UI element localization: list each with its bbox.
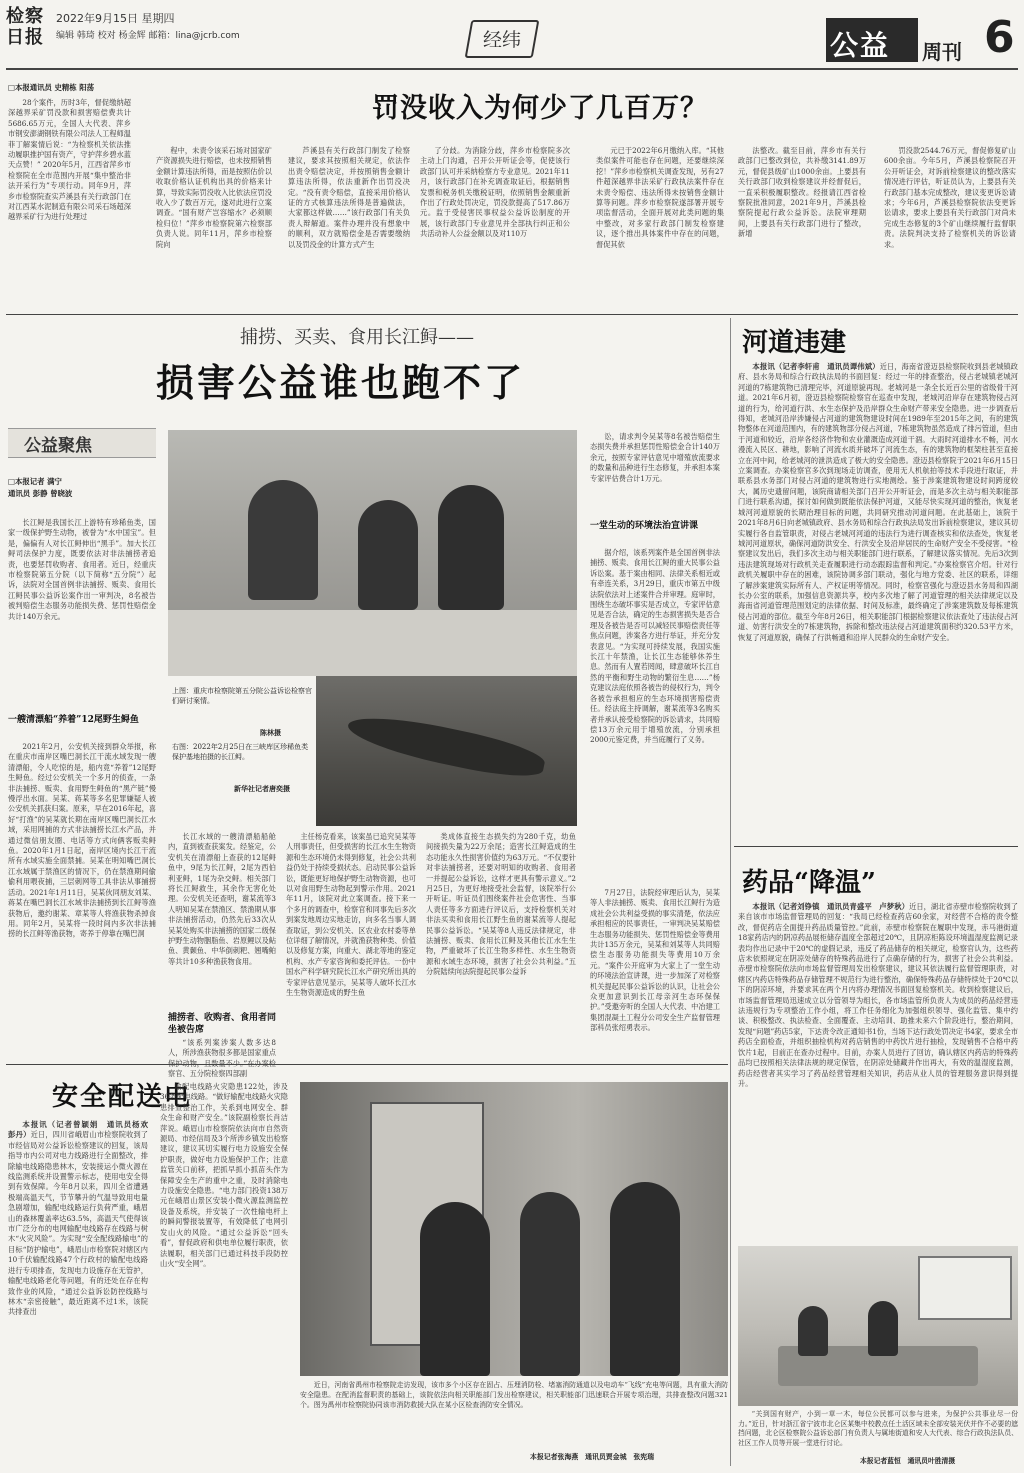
- article2-col7: 7月27日，法院经审理后认为，吴某等人非法捕捞、贩卖、食用长江鲟行为造成社会公共利益受损的事实清楚，依法应承担相应的民事责任，一审判决吴某赔偿生态服务功能损失、惩罚性赔偿金等费用共计135万余元，吴某和刘某等人共同赔偿生态服务功能损失等费用10万余元。“案件公开庭审为大家上了一堂生动的环境法治宣讲课，进一步加深了对检察机关提起民事公益诉讼的认识，让社会公众更加意识到长江母亲河生态环保保护。”受邀旁听的全国人大代表、中冶建工集团混凝土工程分公司安全生产监督管理部科员张绍勇表示。: [590, 888, 720, 1033]
- article4-body: 本报讯（记者刘铮镇 通讯员青盛平 卢梦秋）近日，湖北省赤壁市检察院收到了来自该市市场监督管理局的回复：“我局已经检查药店60余家，对经营不合格的责令整改，督促药店全面提升药品质量管控。”此前，赤壁市检察院在履职中发现，赤马港街道18家药店内的阴凉药品展柜储存温度全部超过20℃，且阴凉柜陈设环境温湿度监测记录表均作出记录中于20℃的虚假记录，违反了药品储存的相关规定，检察官认为，这些药店未依照规定在阴凉处储存的特殊药品进行了点确存储的行为，损害了社会公共利益。赤壁市检察院依法向市场监督管理局发出检察建议，建议其依法履行监督管理职责，对辖区内药店特殊药品存储管理不规范行为进行整治，确保特殊药品存储特续处于20℃以下的阴凉环境，并要求其在两个月内将办理情况书面回复检察机关。收到检察建议后，市场监督管理局迅速成立以分管领导为组长，各市场监管所负责人为成员的药品经营违法违规行为专项整治工作小组，将工作任务细化为加强组织领导、强化监管、集中约谈、积极整改、执法检查、全面覆查、主动培训、助推未来六个阶段进行，整治期间，发现“问题”药店5家，下达责令改正通知书1份，当场下达行政处罚决定书4家，要求全市药店全面检查，并组织抽检机构对药店销售的中药饮片进行抽检，发现销售不合格中药饮片1起，目前正在查办过程中。目前，办案人员进行了回访，确认辖区内药店的特殊药品均已按照相关法律法规的规定保管，在阴凉处储藏并作出再大，有效的温湿度监测，药店经营者其实学习了药品经营管理相关知识，药店从业人员的管理服务意识得到提升。: [738, 902, 1018, 1088]
- article2-col4: 主任杨克看来，该案虽已追究吴某等人刑事责任，但受损害的长江水生生物资源和生态环境仍未得到修复，社会公共利益仍处于持续受损状态。启动民事公益诉讼，既能更好地保护野生动物资源，也可以对食用野生动物起到警示作用。2021年11月，该院对此立案调查。接下来一个多月的调查中，检察官和同事先后多次到案发地周边实地走访，向多名当事人调查取证，到公安机关、区农业农村委等单位详细了解情况，并就渔获物种类、价值以及修复方案，向重大、湖北等地的鉴定机构、水产专家咨询和委托评估。一份中国水产科学研究院长江水产研究所出具的专家评估意见显示，吴某等人破坏长江水生生物资源造成的野生鱼: [286, 832, 416, 998]
- section-tag-mid: 经纬: [482, 29, 521, 51]
- article5-title: 安全配送电: [52, 1082, 193, 1112]
- article2-col5: 类成体直接生态损失约为280千克，幼鱼间接损失量为22万余尾；造害长江鲟造成的生态功能永久性损害价值约为63万元。“不仅要针对非法捕捞者，还要对明知的收购者、食用者一并提起公益诉讼，这样才更具有警示意义。”2月25日，为更好地接受社会监督，该院举行公开听证。听证员们围绕案件社会危害性、当事人责任等多方面进行评议后，支持检察机关对非法买卖和食用长江野生鱼的谢某流等人提起民事公益诉讼。“吴某等8人违反法律规定，非法捕捞、贩卖、食用长江鲟及其他长江水生生物，严重破坏了长江生物多样性、水生生物资源和水域生态环境，损害了社会公共利益。”五分院陆续向法院提起民事公益诉: [426, 832, 576, 977]
- sturgeon-photo: [316, 676, 577, 826]
- article2-col6b: 据介绍，该系列案件是全国首例非法捕捞、贩卖、食用长江鲟的重大民事公益诉讼案。基于案由相同、法律关系相近或有牵连关系，3月29日，重庆市第五中级法院依法对上述案件合并审理。庭审时，围绕生态破坏事实是否成立，专家评估意见是否合法，确定的生态损害损失是否合理及各被告是否可以减轻民事赔偿责任等焦点问题，涉案各方进行举证，并充分发表意见。“为实现可持续发展，我国实施长江十年禁渔，让长江生态能够休养生息。然而有人置若罔闻，肆意破坏长江自然的平衡和野生动物的繁衍生息……”杨克建议法庭依照各被告的侵权行为，判令各被告承担相应的生态环境损害赔偿责任。经法庭主持调解，谢某流等3名购买者并承认接受检察院的诉讼请求，共同赔偿13万余元用于增殖放流，分别承担2000元鉴定费，并当庭履行了义务。: [590, 548, 720, 745]
- article5-caption: 近日，河南省禹州市检察院走访发现，该市多个小区存在固占、压埋消防栓、堵塞消防通道以及电动车“飞线”充电等问题，具有重大消防安全隐患。在配消监督职责的基础上，该院依法向相关职能部门发出检察建议，相关职能部门迅速联合开展专项治理，共排查整改问题321个。图为禹州市检察院协同该市消防救援大队在某小区检查消防安全情况。: [300, 1381, 728, 1409]
- person-silhouette: [358, 500, 418, 610]
- editors-line: 编辑 韩琦 校对 杨金辉 邮箱：lina@jcrb.com: [56, 31, 240, 41]
- article3-bottom-rule: [734, 846, 1018, 847]
- article2-kicker: 捕捞、买卖、食用长江鲟——: [240, 327, 474, 348]
- article3-title: 河道违建: [742, 328, 847, 358]
- article2-col3b: “该系列案涉案人数多达8人，所涉渔获物很多都是国家重点 察官、五分院检察四部副: [168, 1038, 276, 1079]
- person-silhouette: [798, 1306, 828, 1356]
- article1-col7: 罚没款2544.76万元，督促修复矿山600余亩。今年5月，芦溪县检察院召开公开听证会，对诉前检察建议的整改落实情况进行评估，听证员认为，上要县有关行政部门基本完成整改，建议变更诉讼请求；今年6月，芦溪县检察院依法变更诉讼请求，要求上要县有关行政部门对尚未完成生态修复的3个矿山继续履行监督职责。法院判决支持了检察机关的诉讼请求。: [884, 146, 1016, 249]
- desk-shape: [168, 610, 577, 676]
- article1-col3: 芦溪县有关行政部门制发了检察建议，要求其按照相关规定，依法作出责令赔偿决定，并按照销售金额计算违法所得，依法重新作出罚没决定。“没有责令赔偿，直接采用价格认证的方式核算违法所得是普遍做法，大家都这样做……”该行政部门有关负责人辩解道。案件办理并没有想象中的顺利，双方就赔偿金是否需要缴纳以及罚没金的计算方式产生: [288, 146, 410, 249]
- article5-col2: 输配电线路火灾隐患122处，涉及36条配电线路。“做好输配电线路火灾隐患排查整治工作，关系到电网安全、群众生命和财产安全。”该院副检察长肖洁萍说。峨眉山市检察院依法向市自然资源局、市经信局及3个所涉乡镇发出检察建议，建议其切实履行电力设施安全保护职责，做好电力设施保护工作；注意监管关口前移，把抓早抓小抓苗头作为保障安全生产的重中之重，及时消除电力设施安全隐患。“电力部门投资138万元在峨眉山景区安装小微火源监测监控设备及系统，并安装了一次性输电杆上的瞬间警报装置等，有效降低了电网引发山火的风险。“通过公益诉讼“回头看”，督促政府和供电单位履行职责，依法履职，相关部门已通过科技手段防控山火“安全网”。: [160, 1082, 288, 1268]
- person-silhouette: [520, 1192, 580, 1376]
- person-silhouette: [868, 1301, 898, 1356]
- newspaper-logo: 检察日报: [6, 6, 44, 48]
- masthead: [0, 0, 1024, 78]
- article5-credit: 本报记者张海燕 通讯员贾金城 张宪瑞: [530, 1453, 655, 1461]
- article2-subhead-1: 一艘清漂船“养着”12尾野生鲟鱼: [8, 715, 139, 725]
- weekly-label: 周刊: [922, 40, 962, 64]
- article1-col5: 元已于2022年6月缴纳入库。“其他类似案件可能也存在问题，还要继续深挖！”萍乡市检察机关调查发现，另有27件超深越界非法采矿行政执法案件存在未责令赔偿、违法所得未按销售金额计算等问题。萍乡市检察院遂部署开展专项监督活动，全面开展对此类问题的集中整改，对多家行政部门制发检察建议，逐个推出具体案件中存在的问题，督促其依: [596, 146, 724, 249]
- section-title-right: 公益: [830, 29, 891, 62]
- masthead-rule: [6, 68, 1018, 70]
- person-silhouette: [610, 1182, 680, 1376]
- article2-byline: □本报记者 满宁 通讯员 彭静 曾晓波: [8, 477, 73, 498]
- article1-col2: 程中，未责令该采石场对国家矿产资源损失进行赔偿，也未按照销售金额计算违法所得，而是按照估价以收取价格认证机构出具的价格来计算，导致实际罚没收入比依法应罚没收入少了数百万元，遂对此进行立案调查。“国有财产岂容缩水？必须顺检归位！”萍乡市检察院第六检察部负责人说。同年11月，萍乡市检察院向: [156, 146, 272, 249]
- article2-col6a: 讼，请求判令吴某等8名被告赔偿生态损失费并承担惩罚性赔偿金合计140万余元，按照专家评估意见中增殖放流要求的数量和品种进行生态修复，并承担本案专家评估费合计1万元。: [590, 432, 720, 483]
- article3-body: 本报讯（记者李轩甫 通讯员谭伟斌）近日，海南省澄迈县检察院收到县老城镇政府、县水务局和综合行政执法局的书面回复：经过一年的排查整治，侵占老城镇老城河河道的7栋建筑物已清理完毕，河道原貌再现。老城河是一条全长近百公里的省级骨干河道。2021年6月初，澄迈县检察院检察官在巡查中发现，老城河沿岸存在建筑物侵占河道的行为，给河道行洪、水生态保护及沿岸群众生命财产带来安全隐患。进一步调查后得知，老城河沿岸涉嫌侵占河道的建筑物建设时间在1989年至2015年之间，有的建筑物整体在河道范围内，有的建筑物部分侵占河道，7栋建筑物虽然造成了排污管道，但由于河道和较近，沿岸各经济作物和农业灌溉造成河道干涸。大雨时河道排水不畅，河水漫流入民区、耕地，影响了河流水质并破坏了河流生态，有的建筑物的框架柱甚至直接立在河中间，给老城河的泄洪造成了极大的安全隐患。澄迈县检察院于2021年6月15日立案调查。办案检察官多次到现场走访调查，使用无人机航拍等技术手段进行取证，并联系县水务部门对侵占河道的建筑物进行实地测绘。鉴于涉案建筑物建设时间跨度较大，属历史遗留问题，该院商请相关部门召开公开听证会，而是多次主动与相关职能部门进行联系沟通，探讨如何做到既能依法保护河道，又能尽快实现河道的整治，恢复老城河河道原貌的长期治理目标的问题，共同研究推动河道问题。在此基础上，该院于2021年8月6日向老城镇政府、县水务局和综合行政执法局发出诉前检察建议，建议其切实履行各自监管职责，对侵占老城河河道的违法行为进行调查核实和依法查处，恢复老城河河道原状，确保河道防洪安全、行洪安全及沿岸居民的生命财产安全不受侵害。“检察建议发出后，我们多次主动与相关职能部门进行联系，了解建议落实情况。先后3次到违法建筑现场对行政机关走查履职进行动态跟踪监督和判定。”办案检察官介绍。针对行政机关履职中存在的困难，该院协调多部门联动，强化与地方党委、社区的联系，详细了解涉案建筑实际所有人、产权证明等情况。同时，检察官强化与澄迈县水务局和四湖长办公室的联系，加强信息资源共享，校内多次地了解了河道管理的相关法律规定以及海南省河道管理范围划定的法律依据、时间及标准，最终确定了涉案建筑数及每栋建筑侵占河道的部位。截至今年8月26日，相关职能部门根据检察建议依法查处了违法侵占河道、妨害行洪安全的7栋建筑物，拆除和整改违法侵占河道建筑面积约320.53平方米，恢复了河道原貌，确保了行洪畅通和沿岸人民群众的生命财产安全。: [738, 362, 1018, 642]
- person-silhouette: [248, 480, 318, 600]
- article2-lead: 长江鲟是我国长江上游特有珍稀鱼类，国家一级保护野生动物，被誉为“水中国宝”。但是，偏偏有人对长江鲟伸出“黑手”。加大长江鲟司法保护力度，既要依法对非法捕捞者追责，也要惩罚收购者、食用者。近日，经重庆市检察院第五分院（以下简称“五分院”）起诉，法院对全国首例非法捕捞、贩卖、食用长江鲟民事公益诉讼案作出一审判决，8名被告被判赔偿生态服务功能损失费、惩罚性赔偿金共计140万余元。: [8, 518, 156, 621]
- article1-col4: 了分歧。为消除分歧，萍乡市检察院多次主动上门沟通，召开公开听证会等，促使该行政部门认可并采纳检察方专业意见。2021年11月，该行政部门在补充调查取证后，根据销售发票和税务机关缴税证明，依照销售金额重新作出了行政处罚决定，罚没款提高了517.86万元。监于受侵害民事权益公益诉讼制度的开展，该行政部门专业意见并全部执行纠正和公共活动补人公益金额以及对110万: [420, 146, 570, 239]
- article1-title: 罚没收入为何少了几百万？: [372, 93, 708, 124]
- article2-col3: 长江水域的一艘清漂船船舱内，直到被查获案发。经鉴定，公安机关在清漂船上查获的12尾鲟鱼中，9尾为长江鲟，2尾为西伯利亚鲟，1尾为杂交鲟。相关部门将长江鲟救生，其余作无害化处理。公安机关还查明，谢某流等3人明知吴某在禁渔区、禁渔期从事非法捕捞活动，仍然先后33次从吴某处购买非法捕捞的国家二级保护野生动物胭脂鱼、岩原鲤以及鲇鱼、黄颡鱼、中华倒刺粑、翘嘴鲌等共计10多种渔获物食用。: [168, 832, 276, 966]
- article4-credit: 本报记者蓝恒 通讯员叶胜清摄: [860, 1457, 956, 1465]
- fire-inspection-photo: [300, 1082, 728, 1376]
- column-tag: 公益聚焦: [24, 436, 92, 456]
- photo-caption-top: 上图：重庆市检察院第五分院公益诉讼检察官们研讨案情。: [172, 687, 312, 705]
- article1-bottom-rule: [6, 314, 1018, 315]
- photo-credit-top: 陈林摄: [260, 728, 281, 737]
- article1-col6: 法整改。截至目前，萍乡市有关行政部门已整改到位，共补缴3141.89万元，督促县级矿山1000余亩。上要县有关行政部门收到检察建议并经督促后，一直采积极履职整改。经报请江西省检察院批准同意，2021年9月，芦溪县检察院提起行政公益诉讼。法院审理期间，上要县有关行政部门进行了整改，新增: [738, 146, 866, 239]
- date-line: 2022年9月15日 星期四: [56, 12, 175, 25]
- article2-title: 损害公益谁也跑不了: [156, 360, 526, 405]
- right-column-divider: [730, 318, 731, 1466]
- article5-top-rule: [6, 1064, 728, 1065]
- article2-subhead-2: 捕捞者、收购者、食用者同坐被告席: [168, 1013, 277, 1035]
- fish-shape: [344, 708, 547, 785]
- meeting-room-photo: [738, 1246, 1018, 1406]
- person-silhouette: [420, 1202, 490, 1376]
- photo-caption-bottom: 右图：2022年2月25日在三峡库区珍稀鱼类保护基地拍摄的长江鲟。: [172, 743, 309, 761]
- article1-byline: □本报通讯员 史精栋 阳荡: [8, 83, 95, 92]
- article1-col1: 28个案件，历时3年，督促缴纳超深越界采矿罚没款和损害赔偿费共计5686.65万元，全国人大代表、萍乡市钢安澎湖钢铁有限公司法人工程师温菲丁解案情后说：“为检察机关依法推动履职推护国有资产，守护萍乡碧水蓝天点赞！” 2020年5月，江西省萍乡市检察院在全市范围内开展“集中整治非法开采行为”专项行动。同年9月，萍乡市检察院查实芦溪县有关行政部门在对江西某水泥制造有限公司采石场超深越界采矿行为进行处理过: [8, 98, 131, 222]
- court-meeting-photo: [168, 430, 577, 676]
- article4-caption: “关到国有财产，小到一草一木，每位公民都可以参与进来，为保护公共事业尽一份力。”近日，针对浙江省宁波市北仑区某集中校教点任土活区域未全部安装光伏并作不必要的遮挡问题，北仑区检察院公益诉讼部门有负责人与属地街道和安人大代表、综合行政执法队员、社区工作人员等开展一堂进行讨论。: [738, 1410, 1018, 1447]
- person-silhouette: [438, 485, 504, 610]
- page-number: 6: [984, 12, 1015, 63]
- photo-credit-bottom: 新华社记者唐奕摄: [234, 784, 290, 793]
- article2-subhead-3: 一堂生动的环境法治宣讲课: [590, 521, 699, 531]
- article2-col2: 2021年2月，公安机关接到群众举报，称在重庆市南岸区嘴巴洞长江干流水域发现一艘清漂船，令人吃惊的是，船内竟“养着”12尾野生鲟鱼。经过公安机关一个多月的侦查，一条非法捕捞、贩卖、食用野生鲟鱼的“黑产链”慢慢浮出水面。吴某、蒋某等多名犯罪嫌疑人被公安机关抓获归案。原来，早在2016年起，喜好“打渔”的吴某就长期在南岸区嘴巴洞长江水域，采用网捕的方式非法捕捞长江水产品，并通过微信朋友圈、电话等方式向俩客贩卖鲟鱼。2020年1月1日起，南岸区境内长江干流所有水域实施全面禁捕。吴某在明知嘴巴洞长江水域属于禁渔区的情况下，仍在禁渔期间偷偷利用喂夜捕，三层刺网等工具非法从事捕捞活动。2021年1月11日，吴某伙同朋友刘某、蒋某在嘴巴洞长江水域非法捕捞到长江鲟等渔获物后，邀约谢某、章某等人将渔获物杀掉食用。同年2月，吴某将一段时间内多次非法捕捞的长江鲟等渔获物，寄养于停靠在嘴巴洞: [8, 742, 156, 939]
- window-shape: [918, 1256, 1012, 1320]
- article4-title: 药品“降温”: [742, 868, 876, 898]
- article5-col1: 本报讯（记者曾颖娟 通讯员杨欢 彭丹）近日，四川省峨眉山市检察院收到了市经信局对公益诉讼检察建议的回复，该局指导市内公司对电力线路进行全面整改，排除输电线路隐患林木，安装接运小微火源在线监测系统并设置警示标志，使用电安全得到有效保障。今年8月以来，四川全省遭遇极端高温天气，节节攀升的气温导致用电量急剧增加，输配电线路运行负荷严重，峨眉山的森林覆盖率达63.5%，高温天气使得该市广泛分布的电网输配电线路存在线路与树木“火灾风险”。为实现“安全配线路输电”的目标“防护输电”，峨眉山市检察院对辖区内10千伏输配线路47个行政村的输配电线路进行专项排查，发现电力设施存在无管护，输配电线路老化等问题，有的还处在存在构致作业的风险，“通过公益诉讼防控线路与林木“亲密接触”，最近距离不过1米，该院共排查出: [8, 1120, 156, 1317]
